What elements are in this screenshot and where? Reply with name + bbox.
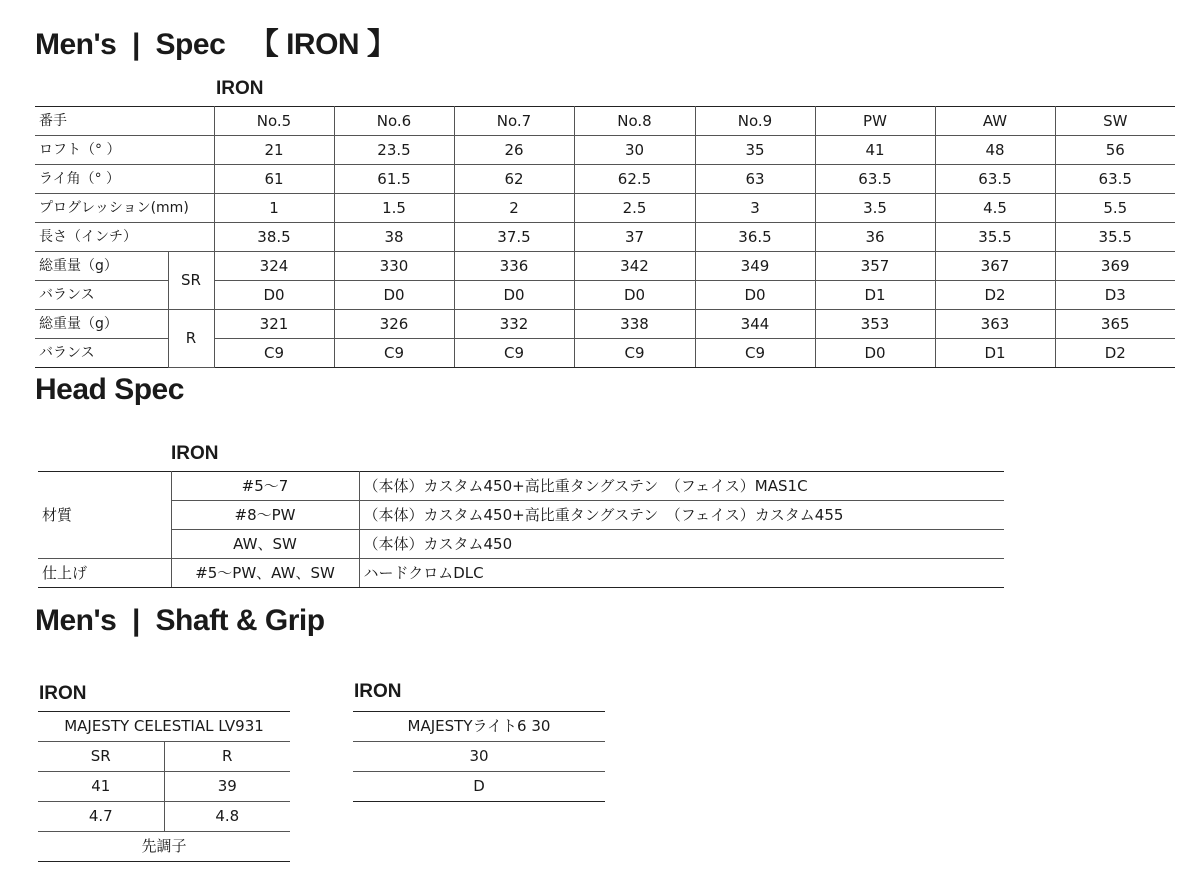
spec-value: 30 [574, 136, 695, 165]
material-value: （本体）カスタム450+高比重タングステン （フェイス）カスタム455 [359, 501, 1004, 530]
spec-value: 324 [214, 252, 334, 281]
material-row [38, 472, 1004, 501]
spec-value: C9 [334, 339, 454, 368]
spec-row [35, 194, 1175, 223]
spec-value: 338 [574, 310, 695, 339]
finish-row [38, 559, 1004, 588]
club-header: AW [935, 107, 1055, 136]
material-value: （本体）カスタム450+高比重タングステン （フェイス）MAS1C [359, 472, 1004, 501]
spec-row [35, 165, 1175, 194]
spec-value: 48 [935, 136, 1055, 165]
grip-caption: IRON [354, 681, 402, 702]
spec-value: 62 [454, 165, 574, 194]
spec-value: 3.5 [815, 194, 935, 223]
club-header: PW [815, 107, 935, 136]
spec-value: D0 [815, 339, 935, 368]
shaft-flex-sr: SR [38, 742, 164, 772]
spec-value: 37.5 [454, 223, 574, 252]
spec-flex-row [35, 252, 1175, 281]
material-row [38, 530, 1004, 559]
shaft-kick-point: 先調子 [38, 832, 290, 862]
flex-label: R [168, 310, 214, 368]
shaft-table [38, 711, 290, 862]
shaft-grip-title: Men's | Shaft & Grip [35, 604, 325, 637]
spec-value: 1 [214, 194, 334, 223]
spec-value: 62.5 [574, 165, 695, 194]
spec-flex-row [35, 310, 1175, 339]
shaft-torque-sr: 4.7 [38, 802, 164, 832]
spec-value: 321 [214, 310, 334, 339]
spec-row-label: バランス [35, 339, 168, 368]
spec-value: C9 [454, 339, 574, 368]
shaft-caption: IRON [39, 683, 87, 704]
spec-value: 23.5 [334, 136, 454, 165]
spec-value: D0 [334, 281, 454, 310]
spec-value: 326 [334, 310, 454, 339]
spec-value: 37 [574, 223, 695, 252]
spec-row-label: 長さ（インチ） [35, 223, 214, 252]
material-range: AW、SW [171, 530, 359, 559]
spec-value: 369 [1055, 252, 1175, 281]
spec-value: 357 [815, 252, 935, 281]
spec-value: 63.5 [1055, 165, 1175, 194]
spec-value: 36.5 [695, 223, 815, 252]
spec-value: 63.5 [815, 165, 935, 194]
spec-row-label: バランス [35, 281, 168, 310]
spec-value: 41 [815, 136, 935, 165]
grip-table [353, 711, 605, 802]
spec-value: C9 [214, 339, 334, 368]
material-value: （本体）カスタム450 [359, 530, 1004, 559]
spec-value: 1.5 [334, 194, 454, 223]
spec-value: C9 [695, 339, 815, 368]
spec-value: D0 [574, 281, 695, 310]
spec-value: 349 [695, 252, 815, 281]
spec-value: 3 [695, 194, 815, 223]
spec-value: 38.5 [214, 223, 334, 252]
spec-value: 63.5 [935, 165, 1055, 194]
club-header: No.6 [334, 107, 454, 136]
spec-value: D0 [214, 281, 334, 310]
shaft-flex-r: R [164, 742, 290, 772]
club-header: No.9 [695, 107, 815, 136]
spec-value: D2 [1055, 339, 1175, 368]
shaft-name: MAJESTY CELESTIAL LV931 [38, 712, 290, 742]
spec-value: 367 [935, 252, 1055, 281]
club-header: No.5 [214, 107, 334, 136]
club-header: No.8 [574, 107, 695, 136]
spec-value: 4.5 [935, 194, 1055, 223]
spec-value: 336 [454, 252, 574, 281]
spec-table [35, 106, 1175, 368]
spec-value: 61.5 [334, 165, 454, 194]
spec-value: 332 [454, 310, 574, 339]
spec-value: 353 [815, 310, 935, 339]
spec-header-row [35, 107, 1175, 136]
grip-name: MAJESTYライト6 30 [353, 712, 605, 742]
spec-value: D3 [1055, 281, 1175, 310]
spec-value: 38 [334, 223, 454, 252]
material-range: #5〜7 [171, 472, 359, 501]
club-header: SW [1055, 107, 1175, 136]
mens-spec-title: Men's | Spec 【 IRON 】 [35, 28, 397, 61]
spec-header-label: 番手 [35, 107, 214, 136]
spec-row-label: ロフト（° ） [35, 136, 214, 165]
spec-value: 35.5 [935, 223, 1055, 252]
spec-value: 344 [695, 310, 815, 339]
shaft-weight-r: 39 [164, 772, 290, 802]
spec-value: 26 [454, 136, 574, 165]
shaft-weight-sr: 41 [38, 772, 164, 802]
spec-value: 63 [695, 165, 815, 194]
spec-value: 342 [574, 252, 695, 281]
spec-value: 61 [214, 165, 334, 194]
spec-value: 330 [334, 252, 454, 281]
spec-value: 2 [454, 194, 574, 223]
spec-caption: IRON [216, 78, 264, 99]
spec-value: D0 [454, 281, 574, 310]
spec-value: C9 [574, 339, 695, 368]
spec-value: 365 [1055, 310, 1175, 339]
spec-row-label: 総重量（g） [35, 252, 168, 281]
spec-value: D1 [815, 281, 935, 310]
grip-size: D [353, 772, 605, 802]
head-spec-title: Head Spec [35, 373, 184, 406]
spec-value: D0 [695, 281, 815, 310]
spec-row-label: ライ角（° ） [35, 165, 214, 194]
material-row [38, 501, 1004, 530]
finish-range: #5〜PW、AW、SW [171, 559, 359, 588]
spec-value: 35.5 [1055, 223, 1175, 252]
material-label: 材質 [38, 472, 171, 559]
spec-value: 21 [214, 136, 334, 165]
club-header: No.7 [454, 107, 574, 136]
spec-row [35, 223, 1175, 252]
finish-label: 仕上げ [38, 559, 171, 588]
spec-row [35, 136, 1175, 165]
spec-row-label: 総重量（g） [35, 310, 168, 339]
head-caption: IRON [171, 443, 219, 464]
spec-value: 2.5 [574, 194, 695, 223]
spec-value: 5.5 [1055, 194, 1175, 223]
spec-value: 36 [815, 223, 935, 252]
spec-value: 35 [695, 136, 815, 165]
spec-row-label: プログレッション(mm) [35, 194, 214, 223]
finish-value: ハードクロムDLC [359, 559, 1004, 588]
material-range: #8〜PW [171, 501, 359, 530]
shaft-torque-r: 4.8 [164, 802, 290, 832]
spec-value: D1 [935, 339, 1055, 368]
flex-label: SR [168, 252, 214, 310]
spec-value: D2 [935, 281, 1055, 310]
head-spec-table [38, 471, 1004, 588]
spec-value: 56 [1055, 136, 1175, 165]
spec-value: 363 [935, 310, 1055, 339]
grip-weight: 30 [353, 742, 605, 772]
